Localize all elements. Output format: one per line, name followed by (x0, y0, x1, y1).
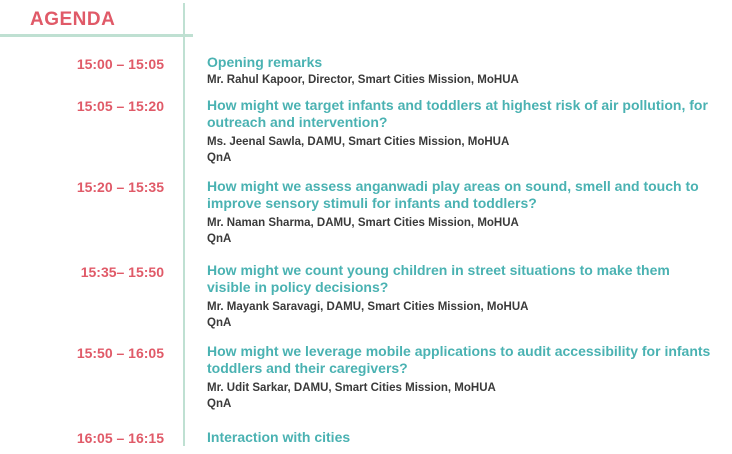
speaker: Mr. Naman Sharma, DAMU, Smart Cities Mission, MoHUA (207, 217, 519, 229)
qna-label: QnA (207, 152, 232, 164)
timeline-divider (183, 3, 185, 446)
speaker: Mr. Mayank Saravagi, DAMU, Smart Cities Mission, MoHUA (207, 301, 529, 313)
agenda-item (207, 343, 717, 412)
time-slot: 15:50 – 16:05 (76, 345, 164, 361)
qna-label: QnA (207, 317, 232, 329)
agenda-item (207, 178, 717, 247)
time-slot: 16:05 – 16:15 (76, 430, 164, 446)
item-title: Opening remarks (207, 54, 323, 70)
title-underline (0, 34, 193, 37)
time-slot: 15:20 – 15:35 (76, 179, 164, 195)
qna-label: QnA (207, 398, 232, 410)
item-title: How might we target infants and toddlers at highest risk of air pollution, for outreach and intervention? (207, 97, 708, 130)
time-slot: 15:05 – 15:20 (76, 98, 164, 114)
speaker: Mr. Udit Sarkar, DAMU, Smart Cities Mission, MoHUA (207, 382, 496, 394)
speaker: Mr. Rahul Kapoor, Director, Smart Cities Mission, MoHUA (207, 74, 519, 86)
item-title: How might we count young children in street situations to make them visible in policy decisions? (207, 262, 670, 295)
speaker: Ms. Jeenal Sawla, DAMU, Smart Cities Mission, MoHUA (207, 136, 510, 148)
agenda-item (207, 262, 717, 331)
time-slot: 15:35– 15:50 (80, 264, 164, 280)
qna-label: QnA (207, 233, 232, 245)
agenda-item (207, 429, 717, 446)
time-slot: 15:00 – 15:05 (76, 56, 164, 72)
agenda-item (207, 54, 717, 88)
item-title: Interaction with cities (207, 429, 351, 445)
page-title: AGENDA (30, 9, 116, 30)
item-title: How might we assess anganwadi play areas on sound, smell and touch to improve sensory stimuli for infants and toddlers? (207, 178, 699, 211)
agenda-item (207, 97, 717, 166)
item-title: How might we leverage mobile applications to audit accessibility for infants toddlers and their caregivers? (207, 343, 711, 376)
